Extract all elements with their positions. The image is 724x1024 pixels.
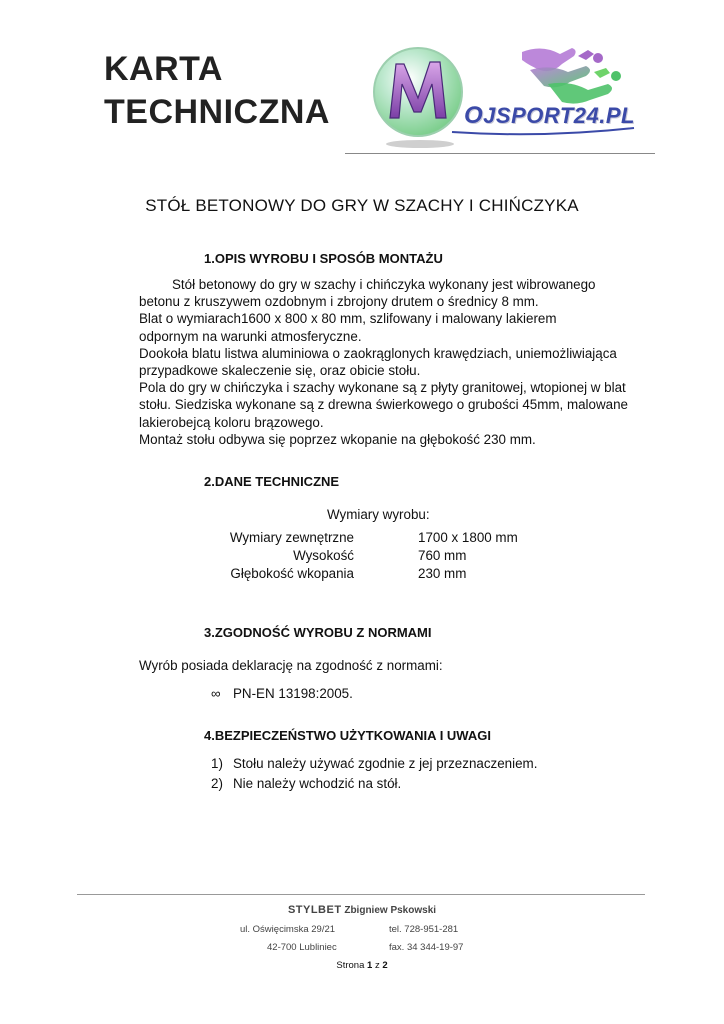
section-1-heading: 1.OPIS WYROBU I SPOSÓB MONTAŻU [204,251,443,266]
footer-brand: STYLBET [287,904,342,916]
title-line-2: TECHNICZNA [104,93,330,131]
dimension-label: Głębokość wkopania [230,566,354,581]
dimensions-title: Wymiary wyrobu: [327,507,430,522]
dimension-value: 760 mm [418,548,467,563]
safety-list-item [211,776,401,791]
section-3-heading: 3.ZGODNOŚĆ WYROBU Z NORMAMI [204,625,432,640]
footer-fax: fax. 34 344-19-97 [389,942,464,953]
item-number: 1) [211,756,223,771]
page-number: Strona 1 z 2 [336,960,388,971]
footer-owner: Zbigniew Pskowski [344,905,437,916]
description-line: Montaż stołu odbywa się poprzez wkopanie na głębokość 230 mm. [139,431,536,447]
dimension-row [150,548,610,566]
description-line: betonu z kruszywem ozdobnym i zbrojony drutem o średnicy 8 mm. [139,294,539,310]
item-number: 2) [211,776,223,791]
footer-divider [77,894,645,895]
footer-address-city: 42-700 Lubliniec [267,942,337,953]
dimension-label: Wymiary zewnętrzne [229,530,354,545]
norms-intro: Wyrób posiada deklarację na zgodność z normami: [139,658,443,673]
infinity-bullet-icon: ∞ [211,686,221,701]
item-text: Nie należy wchodzić na stół. [233,776,402,791]
dimension-value: 1700 x 1800 mm [418,530,518,545]
norm-list-item [211,686,353,701]
dimension-value: 230 mm [418,566,467,581]
footer-address-street: ul. Oświęcimska 29/21 [240,924,336,935]
document-title [104,48,330,134]
description-line: odpornym na warunki atmosferyczne. [139,328,362,344]
description-line: stołu. Siedziska wykonane są z drewna świerkowego o grubości 45mm, malowane [139,397,628,413]
description-line: Stół betonowy do gry w szachy i chińczyka wykonany jest wibrowanego [172,277,596,292]
section-2-heading: 2.DANE TECHNICZNE [204,474,340,489]
norm-text: PN-EN 13198:2005. [233,686,353,701]
description-line: Pola do gry w chińczyka i szachy wykonane są z płyty granitowej, wtopionej w blat [139,380,626,396]
section-4-heading: 4.BEZPIECZEŃSTWO UŻYTKOWANIA I UWAGI [204,728,491,743]
footer-company [0,904,724,916]
header-divider [345,153,655,154]
description-line: Dookoła blatu listwa aluminiowa o zaokrąglonych krawędziach, uniemożliwiająca [139,345,617,361]
dimension-row [150,566,610,584]
logo-graphic [372,40,644,150]
description-line: Blat o wymiarach1600 x 800 x 80 mm, szlifowany i malowany lakierem [139,311,557,327]
product-heading: STÓŁ BETONOWY DO GRY W SZACHY I CHIŃCZYKA [145,196,579,215]
description-line: lakierobejcą koloru brązowego. [139,414,324,430]
logo-wordmark: OJSPORT24.PL [464,102,635,129]
item-text: Stołu należy używać zgodnie z jej przeznaczeniem. [233,756,538,771]
dimension-label: Wysokość [293,548,354,563]
section-1-description [139,276,659,448]
description-line: przypadkowe skaleczenie się, oraz obicie stołu. [139,363,421,379]
company-logo [372,40,644,150]
safety-list-item [211,756,537,771]
title-line-1: KARTA [104,50,223,88]
footer-phone: tel. 728-951-281 [389,924,459,935]
dimension-row [150,530,610,548]
